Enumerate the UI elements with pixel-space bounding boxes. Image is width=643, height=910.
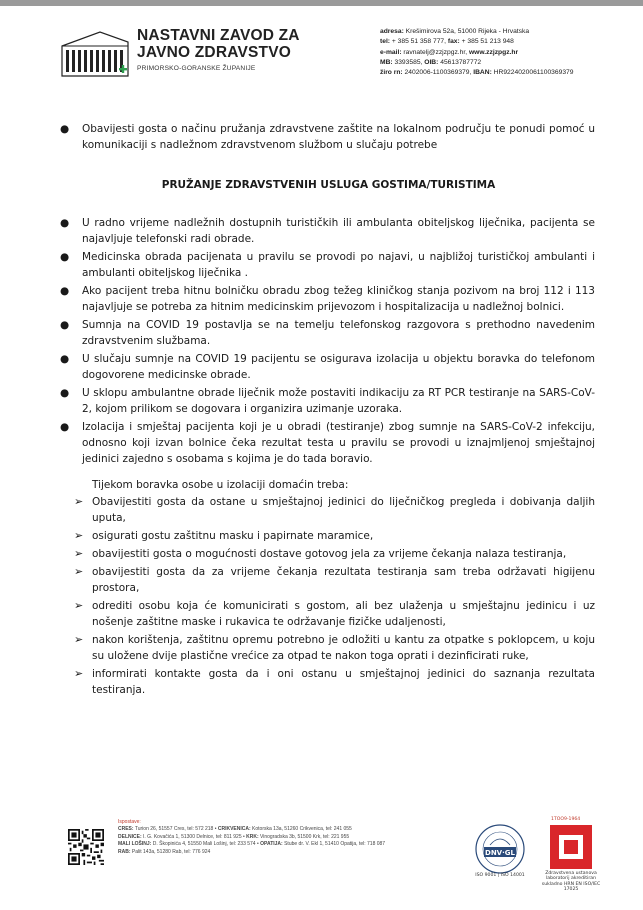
bullet-item: ● U slučaju sumnje na COVID 19 pacijentu se osigurava izolacija u objektu boravka do telefonom dogovorene medicinske obrade. [60,353,595,381]
contact-bank: žiro rn: 2402006-1100369379, IBAN: HR9224020061100369379 [380,69,574,77]
arrow-bullet-icon: ➢ [74,633,84,646]
contact-email: e-mail: ravnatelj@zzjzpgz.hr, www.zzjzpgz.hr [380,48,519,56]
arrow-item: ➢ obavijestiti gosta o mogućnosti dostave gotovog jela za vrijeme čekanja nalaza testiranja, [74,547,567,560]
org-name-line2: JAVNO ZDRAVSTVO [137,44,291,61]
qr-code-icon [68,829,104,865]
bullet-icon: ● [60,123,70,135]
contact-phone: tel: + 385 51 358 777, fax: + 385 51 213 948 [380,38,514,46]
svg-text:DNV·GL: DNV·GL [485,849,515,857]
arrow-bullet-icon: ➢ [74,599,84,612]
top-bar [0,0,643,6]
bullet-icon: ● [60,387,70,399]
arrow-bullet-icon: ➢ [74,547,84,560]
org-name-line1: NASTAVNI ZAVOD ZA [137,27,300,44]
arrow-item: ➢ informirati kontakte gosta da i oni ostanu u smještajnoj jedinici do saznanja rezultata testiranja. [74,667,595,696]
accreditation-caption: Zdravstvena ustanova laboratorij akreditiran sukladno HRN EN ISO/IEC 17025 [541,871,601,893]
arrow-bullet-icon: ➢ [74,667,84,680]
contact-ids: MB: 3393585, OIB: 45613787772 [380,58,482,66]
arrow-bullet-icon: ➢ [74,495,84,508]
arrow-item: ➢ osigurati gostu zaštitnu masku i papirnate maramice, [74,529,374,542]
bullet-icon: ● [60,319,70,331]
arrow-item: ➢ nakon korištenja, zaštitnu opremu potrebno je odložiti u kantu za otpatke s poklopcem, u koju su uložene dvije plastične vrećice za otpad te nakon toga oprati i dezinficirati ruke, [74,633,595,662]
bullet-icon: ● [60,251,70,263]
building-logo-icon [60,26,130,80]
bullet-item: ● U sklopu ambulantne obrade liječnik može postaviti indikaciju za RT PCR testiranje na SARS-CoV-2, kojom prilikom se dogovara i organizira uzimanje uzoraka. [60,387,595,415]
footer-branches [118,819,385,856]
arrow-bullet-icon: ➢ [74,529,84,542]
bullet-item: ● Ako pacijent treba hitnu bolničku obradu zbog težeg kliničkog stanja pozivom na broj 112 i 113 najavljuje se potreba za hitnim medicinskim prijevozom i hospitalizacija u nadležnoj bolnici. [60,285,595,313]
footer-line: Ispostave: [118,819,141,825]
arrow-item: ➢ Obavijestiti gosta da ostane u smještajnoj jedinici do liječničkog pregleda i dobivanja daljih uputa, [74,495,595,524]
contact-info [380,27,573,78]
document-body [62,121,595,700]
section-heading: PRUŽANJE ZDRAVSTVENIH USLUGA GOSTIMA/TURISTIMA [161,179,496,191]
footer-line: RAB: Palit 143a, 51280 Rab, tel: 776 924 [118,848,211,855]
bullet-item: ● Medicinska obrada pacijenata u pravilu se provodi po najavi, u najbližoj turističkoj ambulanti i ambulanti obiteljskog liječnika . [60,251,595,279]
contact-address: adresa: Krešimirova 52a, 51000 Rijeka - Hrvatska [380,28,530,35]
bullet-icon: ● [60,217,70,229]
isolation-intro: Tijekom boravka osobe u izolaciji domaćin treba: [92,479,349,491]
footer-line: MALI LOŠINJ: D. Škopinića 4, 51550 Mali Lošinj, tel: 233 574 • OPATIJA: Stube dr. V. Ekl 1, 51410 Opatija, tel: 718 087 [118,841,386,848]
accreditation-year: 1TOO9-1964 [551,817,581,822]
org-name-line3: PRIMORSKO-GORANSKE ŽUPANIJE [137,65,256,72]
accreditation-logo-icon [550,825,592,869]
arrow-item: ➢ obavijestiti gosta da za vrijeme čekanja rezultata testiranja sam treba održavati higijenu prostora, [74,565,595,594]
bullet-icon: ● [60,353,70,365]
organization-name [137,27,300,72]
bullet-item: ● Obavijesti gosta o načinu pružanja zdravstvene zaštite na lokalnom području te ponudi pomoć u komunikaciji s nadležnom zdravstvenom službom u slučaju potrebe [60,123,595,151]
footer-line: DELNICE: I. G. Kovačića 1, 51300 Delnice, tel: 811 925 • KRK: Vinogradska 3b, 51500 Krk, tel: 221 955 [118,833,350,840]
bullet-item: ● Sumnja na COVID 19 postavlja se na temelju telefonskog razgovora s prethodno navedenim zdravstvenim službama. [60,319,595,347]
page-footer [0,815,643,910]
footer-line: CRES: Turion 26, 51557 Cres, tel: 572 218 • CRIKVENICA: Kotorska 13a, 51260 Crikvenica, tel: 241 055 [118,826,352,833]
arrow-item: ➢ odrediti osobu koja će komunicirati s gostom, ali bez ulaženja u smještajnu jedinicu i uz nošenje zaštitne maske i rukavica te održavanje fizičke udaljenosti, [74,599,595,628]
bullet-icon: ● [60,285,70,297]
bullet-icon: ● [60,421,70,433]
arrow-bullet-icon: ➢ [74,565,84,578]
bullet-item: ● Izolacija i smještaj pacijenta koji je u obradi (testiranje) zbog sumnje na SARS-CoV-2 infekciju, odnosno koji izvan bolnice čeka rezultat testa u pravilu se provodi u iznajmljenoj smještajnoj jedinici zajedno s osobama s kojima je do tada boravio. [60,421,595,465]
dnv-caption: ISO 9001 | ISO 14001 [475,873,525,878]
bullet-item: ● U radno vrijeme nadležnih dostupnih turističkih ili ambulanta obiteljskog liječnika, pacijenta se najavljuje telefonski radi obrade. [60,217,595,245]
